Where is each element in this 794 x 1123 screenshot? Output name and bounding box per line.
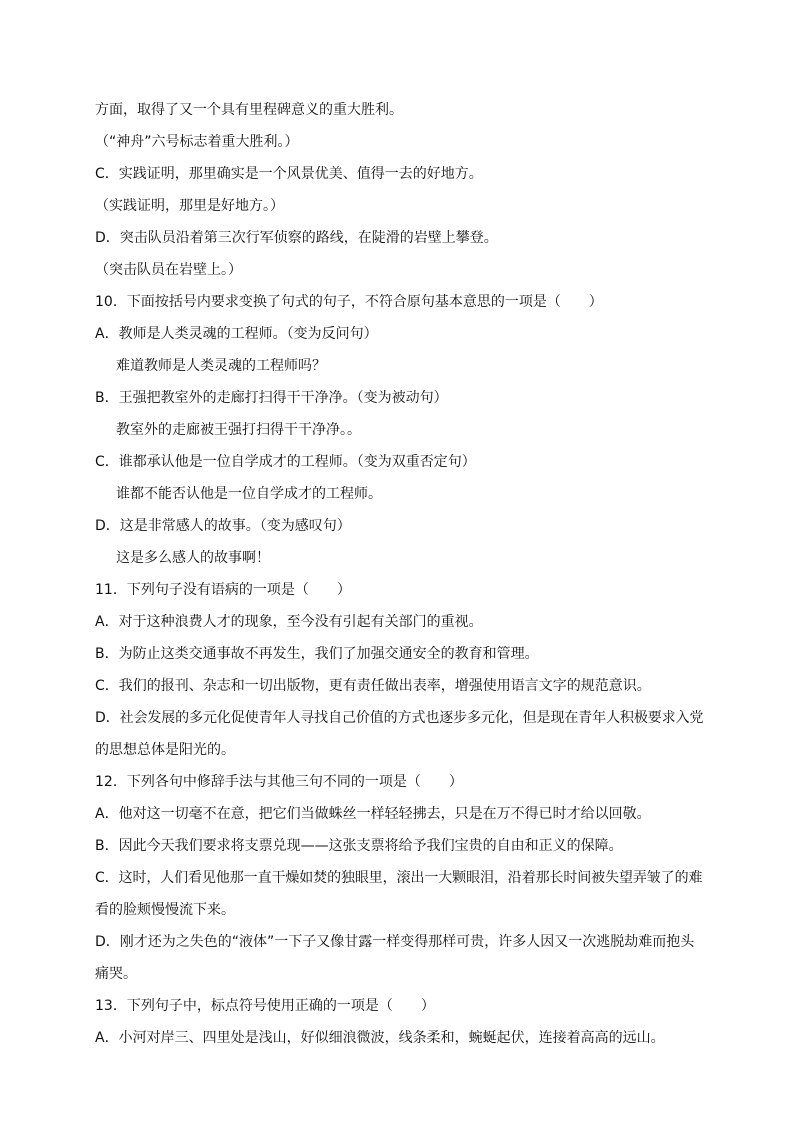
text-line: B．为防止这类交通事故不再发生，我们了加强交通安全的教育和管理。	[95, 646, 539, 662]
text-line: C．谁都承认他是一位自学成才的工程师。（变为双重否定句）	[95, 454, 476, 470]
text-line: 10．下面按括号内要求变换了句式的句子，不符合原句基本意思的一项是（ ）	[95, 294, 603, 310]
document-page	[95, 94, 705, 1054]
text-line: A．他对这一切毫不在意，把它们当做蛛丝一样轻轻拂去，只是在万不得已时才给以回敬。	[95, 806, 651, 822]
text-line: D．突击队员沿着第三次行军侦察的路线，在陡滑的岩壁上攀登。	[95, 230, 498, 246]
text-line: 12．下列各句中修辞手法与其他三句不同的一项是（ ）	[95, 774, 463, 790]
text-line: （实践证明，那里是好地方。）	[95, 198, 284, 214]
text-line: 教室外的走廊被王强打扫得干干净净。。	[116, 422, 361, 438]
text-line: 难道教师是人类灵魂的工程师吗？	[116, 358, 326, 374]
text-line: 11．下列句子没有语病的一项是（ ）	[95, 582, 351, 598]
text-line: B．王强把教室外的走廊打扫得干干净净。（变为被动句）	[95, 390, 448, 406]
text-line: C．我们的报刊、杂志和一切出版物，更有责任做出表率，增强使用语言文字的规范意识。	[95, 678, 651, 694]
text-line: C．这时，人们看见他那一直干燥如焚的独眼里，滚出一大颗眼泪，沿着那长时间被失望弄皱了的难	[95, 870, 703, 886]
text-line: 谁都不能否认他是一位自学成才的工程师。	[116, 486, 382, 502]
text-line: D．这是非常感人的故事。（变为感叹句）	[95, 518, 351, 534]
text-line: A．对于这种浪费人才的现象，至今没有引起有关部门的重视。	[95, 614, 483, 630]
text-line: （“神舟”六号标志着重大胜利。）	[95, 134, 299, 150]
text-line: 痛哭。	[95, 966, 137, 982]
text-line: A．小河对岸三、四里处是浅山，好似细浪微波，线条柔和，蜿蜒起伏，连接着高高的远山。	[95, 1030, 665, 1046]
text-line: 13．下列句子中，标点符号使用正确的一项是（ ）	[95, 998, 435, 1014]
text-line: 看的脸颊慢慢流下来。	[95, 902, 235, 918]
text-line: A．教师是人类灵魂的工程师。（变为反问句）	[95, 326, 378, 342]
text-line: 方面，取得了又一个具有里程碑意义的重大胜利。	[95, 102, 403, 118]
text-line: D．社会发展的多元化促使青年人寻找自己价值的方式也逐步多元化，但是现在青年人积极要求入党	[95, 710, 704, 726]
text-line: C．实践证明，那里确实是一个风景优美、值得一去的好地方。	[95, 166, 483, 182]
text-line: （突击队员在岩壁上。）	[95, 262, 242, 278]
text-line: 这是多么感人的故事啊！	[116, 550, 270, 566]
text-line: B．因此今天我们要求将支票兑现——这张支票将给予我们宝贵的自由和正义的保障。	[95, 838, 623, 854]
text-line: D．刚才还为之失色的“液体”一下子又像甘露一样变得那样可贵，许多人因又一次逃脱劫难而抱头	[95, 934, 695, 950]
text-line: 的思想总体是阳光的。	[95, 742, 235, 758]
